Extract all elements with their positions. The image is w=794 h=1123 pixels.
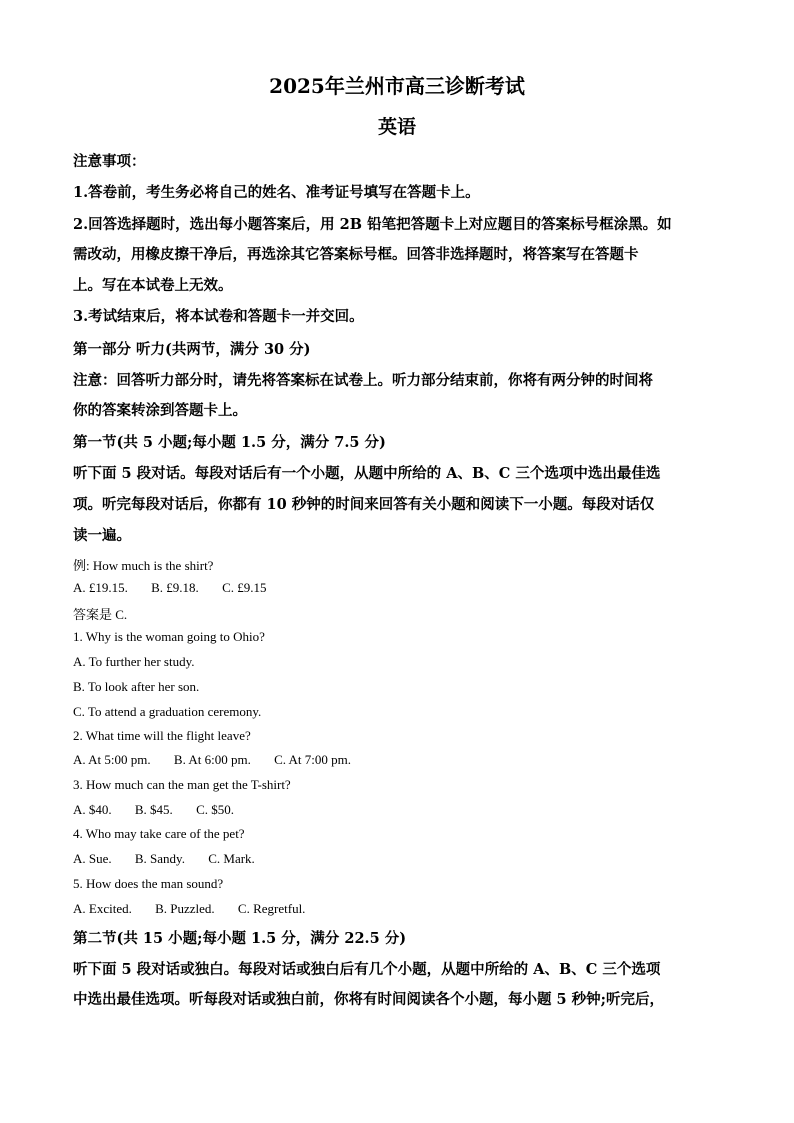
notice-item-2-line-2: 需改动，用橡皮擦干净后，再选涂其它答案标号框。回答非选择题时，将答案写在答题卡 bbox=[73, 246, 639, 263]
question-1-option-a: A. To further her study. bbox=[73, 654, 195, 669]
option-c: C. Mark. bbox=[208, 851, 255, 866]
part1-heading: 第一部分 听力(共两节，满分 30 分) bbox=[73, 341, 311, 358]
question-3-options bbox=[73, 802, 254, 818]
section2-instruction-line-2: 中选出最佳选项。听每段对话或独白前，你将有时间阅读各个小题，每小题 5 秒钟;听完后， bbox=[73, 991, 665, 1008]
notice-item-1: 1.答卷前，考生务必将自己的姓名、准考证号填写在答题卡上。 bbox=[73, 184, 480, 201]
question-4-stem: 4. Who may take care of the pet? bbox=[73, 826, 245, 841]
option-c: C. £9.15 bbox=[222, 580, 267, 595]
option-c: C. At 7:00 pm. bbox=[274, 752, 352, 767]
question-2-stem: 2. What time will the flight leave? bbox=[73, 728, 251, 743]
example-question: 例: How much is the shirt? bbox=[73, 558, 214, 573]
exam-title: 2025年兰州市高三诊断考试 bbox=[269, 74, 525, 98]
question-3-stem: 3. How much can the man get the T-shirt? bbox=[73, 777, 291, 792]
example-answer: 答案是 C. bbox=[73, 607, 128, 622]
part1-note-line-2: 你的答案转涂到答题卡上。 bbox=[73, 402, 247, 419]
question-1-option-b: B. To look after her son. bbox=[73, 679, 200, 694]
notice-item-2-line-3: 上。写在本试卷上无效。 bbox=[73, 277, 233, 294]
question-5-options bbox=[73, 901, 325, 917]
section1-instruction-line-1: 听下面 5 段对话。每段对话后有一个小题，从题中所给的 A、B、C 三个选项中选出最佳选 bbox=[73, 465, 661, 482]
option-c: C. Regretful. bbox=[237, 901, 306, 916]
option-b: B. £9.18. bbox=[151, 580, 199, 595]
question-1-option-c: C. To attend a graduation ceremony. bbox=[73, 704, 262, 719]
question-4-options bbox=[73, 851, 275, 867]
option-b: B. At 6:00 pm. bbox=[173, 752, 251, 767]
option-a: A. Sue. bbox=[73, 851, 112, 866]
question-5-stem: 5. How does the man sound? bbox=[73, 876, 224, 891]
option-b: B. Puzzled. bbox=[155, 901, 215, 916]
option-b: B. Sandy. bbox=[134, 851, 185, 866]
notice-heading: 注意事项： bbox=[73, 153, 146, 170]
option-c: C. $50. bbox=[196, 802, 234, 817]
option-b: B. $45. bbox=[134, 802, 173, 817]
section1-heading: 第一节(共 5 小题;每小题 1.5 分，满分 7.5 分) bbox=[73, 434, 386, 451]
notice-item-2-line-1: 2.回答选择题时，选出每小题答案后，用 2B 铅笔把答题卡上对应题目的答案标号框涂黑。如 bbox=[73, 216, 672, 233]
section1-instruction-line-3: 读一遍。 bbox=[73, 527, 131, 544]
option-a: A. £19.15. bbox=[73, 580, 128, 595]
option-a: A. At 5:00 pm. bbox=[73, 752, 151, 767]
option-a: A. $40. bbox=[73, 802, 112, 817]
subject-title: 英语 bbox=[377, 116, 416, 138]
part1-note-line-1: 注意：回答听力部分时，请先将答案标在试卷上。听力部分结束前，你将有两分钟的时间将 bbox=[73, 372, 653, 389]
question-2-options bbox=[73, 752, 371, 768]
section1-instruction-line-2: 项。听完每段对话后，你都有 10 秒钟的时间来回答有关小题和阅读下一小题。每段对话仅 bbox=[73, 496, 655, 513]
section2-heading: 第二节(共 15 小题;每小题 1.5 分，满分 22.5 分) bbox=[73, 930, 407, 947]
question-1-stem: 1. Why is the woman going to Ohio? bbox=[73, 629, 265, 644]
example-options bbox=[73, 580, 286, 596]
section2-instruction-line-1: 听下面 5 段对话或独白。每段对话或独白后有几个小题，从题中所给的 A、B、C 三个选项 bbox=[73, 961, 661, 978]
option-a: A. Excited. bbox=[73, 901, 132, 916]
notice-item-3: 3.考试结束后，将本试卷和答题卡一并交回。 bbox=[73, 308, 364, 325]
